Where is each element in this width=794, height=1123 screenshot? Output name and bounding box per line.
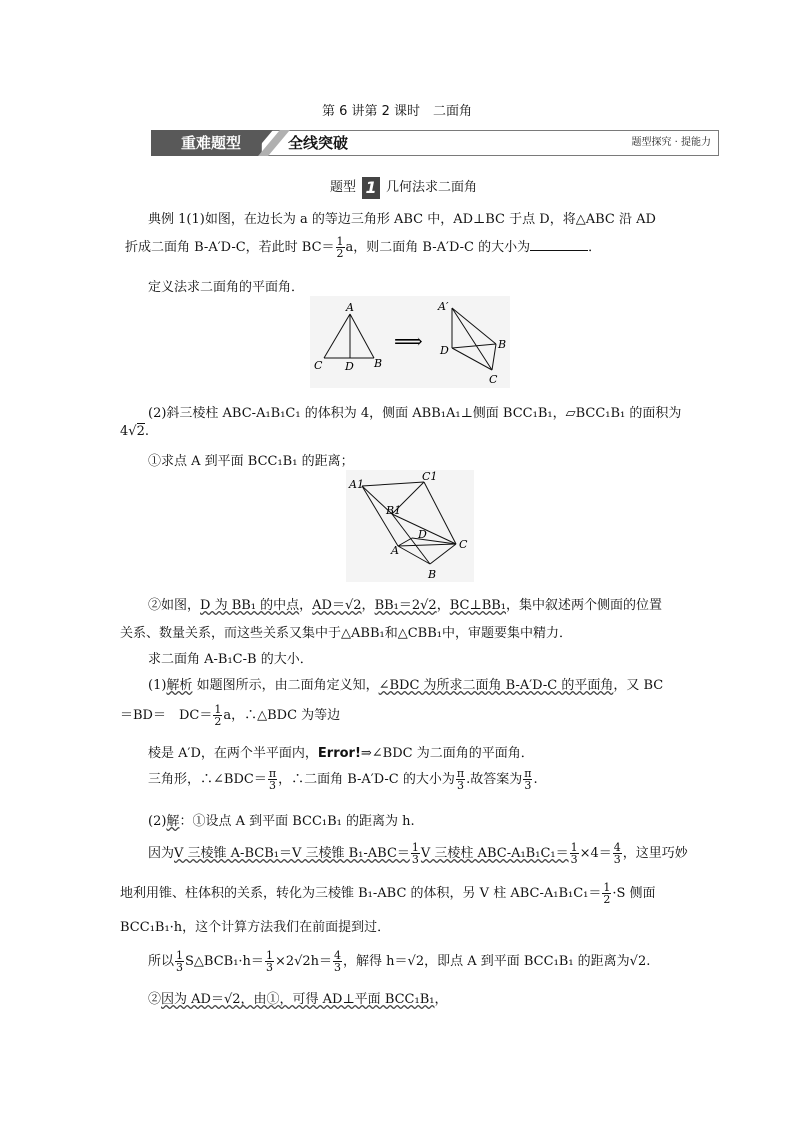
label-c: C [459,538,468,551]
text-line [148,594,662,613]
text-span: ，解得 h＝√2，即点 A 到平面 BCC₁B₁ 的距离为√2. [343,954,651,969]
label-b: B [428,568,437,581]
figure-fold-triangle [310,296,510,388]
figure-background [346,470,474,582]
label-b1: B1 [386,504,402,517]
banner-right-label: 题型探究 · 提能力 [631,137,711,148]
text-line [148,842,688,865]
sqrt-radicand: 2 [136,424,145,439]
fraction [523,768,532,791]
error-marker: Error! [317,746,361,761]
underlined-span: BC⊥BB₁ [449,598,507,613]
text-span: ， [361,598,375,613]
text-line: 4√2. [120,424,149,439]
text-line [148,950,650,973]
text-line [148,810,415,829]
text-span: ×4＝ [579,846,612,861]
label-a: A [391,544,399,557]
text-span: ⇒∠BDC 为二面角的平面角． [360,746,534,761]
text-span: ＝BD＝ DC＝ [120,708,213,723]
fraction [333,950,342,973]
text-span: 4 [120,424,129,439]
frac-den: 2 [603,893,611,906]
text-span: (2) [148,814,167,829]
frac-den: 3 [268,779,276,792]
text-span: ，这里巧妙 [622,846,688,861]
fraction [336,236,345,259]
text-span: ，集中叙述两个侧面的位置 [506,598,663,613]
frac-den: 2 [214,715,222,728]
text-span: 三角形，∴∠BDC＝ [148,772,267,787]
text-line: ①求点 A 到平面 BCC₁B₁ 的距离； [148,454,354,469]
text-span: a，则二面角 B-A′D-C 的大小为 [345,240,531,255]
text-span: 折成二面角 B-A′D-C，若此时 BC＝ [125,240,335,255]
frac-num: 1 [570,841,578,854]
underlined-span: D 为 BB₁ 的中点 [200,598,300,613]
section-label-post: 几何法求二面角 [386,180,478,195]
frac-num: 1 [336,235,344,248]
frac-num: 1 [265,949,273,962]
page-title: 第 6 讲第 2 课时 二面角 [321,104,473,119]
text-span: 因为 [148,846,175,861]
text-span: ，又 BC [613,678,664,693]
text-span: ， [299,598,313,613]
section-heading [330,176,477,199]
frac-num: 1 [603,881,611,894]
implies-arrow: ⟹ [394,329,423,353]
solution-label: 解 [166,814,180,829]
label-c1: C1 [422,470,438,483]
text-line: 求二面角 A-B₁C-B 的大小． [148,652,313,667]
text-span: .故答案为 [466,772,523,787]
frac-num: 1 [411,841,419,854]
section-banner [151,130,719,156]
text-span: 棱是 A′D，在两个半平面内， [148,746,318,761]
frac-den: 3 [613,853,621,866]
analysis-label: 解析 [166,678,193,693]
text-line [125,236,601,259]
text-span: ， [436,598,450,613]
label-c: C [314,359,323,372]
label-b2: B [498,338,507,351]
text-line: (2)斜三棱柱 ABC-A₁B₁C₁ 的体积为 4，侧面 ABB₁A₁⊥侧面 BCC₁B₁，▱BCC₁B₁ 的面积为 [148,406,682,421]
underlined-span: ∠BDC 为所求二面角 B-A′D-C 的平面角 [378,678,614,693]
text-span: 所以 [148,954,175,969]
label-d2: D [440,344,449,357]
frac-den: 3 [334,961,342,974]
text-line [120,704,340,727]
frac-den: 3 [176,961,184,974]
label-a: A [346,301,354,314]
answer-blank[interactable] [530,239,588,251]
text-span: ：①设点 A 到平面 BCC₁B₁ 的距离为 h. [179,814,415,829]
fraction [213,704,222,727]
text-line: BCC₁B₁·h，这个计算方法我们在前面提到过． [120,920,391,935]
section-label-pre: 题型 [330,180,357,195]
banner-left-label: 重难题型 [151,130,261,156]
frac-num: 1 [176,949,184,962]
text-line: 典例 1(1)如图，在边长为 a 的等边三角形 ABC 中，AD⊥BC 于点 D，将△ABC 沿 AD [148,212,656,227]
label-b: B [374,357,383,370]
frac-num: 4 [613,841,621,854]
text-span: ，∴二面角 B-A′D-C 的大小为 [278,772,455,787]
fraction [265,950,274,973]
label-a1: A1 [349,478,364,491]
text-line [148,988,448,1007]
figure-oblique-prism [346,470,474,582]
type-number-badge: 1 [362,177,380,199]
text-span: a，∴△BDC 为等边 [223,708,341,723]
text-span: . [144,424,149,439]
label-c2: C [489,373,498,386]
fraction [268,768,277,791]
label-d: D [345,360,354,373]
fraction [570,842,579,865]
text-span: . [533,772,538,787]
frac-num: π [268,767,277,780]
underlined-span: 因为 AD＝√2，由①，可得 AD⊥平面 BCC₁B₁ [161,992,435,1007]
text-span: ②如图， [148,598,201,613]
frac-den: 3 [524,779,532,792]
frac-den: 3 [570,853,578,866]
frac-num: π [456,767,465,780]
text-span: 地利用锥、柱体积的关系，转化为三棱锥 B₁-ABC 的体积，另 V 柱 ABC-A₁B₁C₁＝ [120,886,602,901]
text-span: ， [434,992,448,1007]
fraction [175,950,184,973]
frac-num: π [524,767,532,780]
text-line: 定义法求二面角的平面角． [148,280,305,295]
frac-num: 4 [334,949,342,962]
text-line [120,882,656,905]
fraction [411,842,420,865]
text-span: S△BCB₁·h＝ [185,954,264,969]
text-span: (1) [148,678,167,693]
text-line [148,674,663,693]
underlined-span: V 三棱柱 ABC-A₁B₁C₁＝ [420,846,569,861]
fraction [613,842,622,865]
frac-den: 3 [456,779,464,792]
frac-den: 3 [265,961,273,974]
text-line: 关系、数量关系，而这些关系又集中于△ABB₁和△CBB₁中，审题要集中精力． [120,626,572,641]
frac-num: 1 [214,703,222,716]
banner-mid-label: 全线突破 [288,134,349,152]
text-span: ·S 侧面 [612,886,656,901]
label-d: D [418,528,427,541]
label-a-prime: A′ [438,300,449,313]
underlined-span: V 三棱锥 A-BCB₁＝V 三棱锥 B₁-ABC＝ [174,846,410,861]
text-line [148,742,534,761]
underlined-span: AD＝√2 [312,598,362,613]
text-span: ② [148,992,162,1007]
fraction [456,768,465,791]
text-span: ×2√2h＝ [274,954,333,969]
fraction [602,882,611,905]
frac-den: 2 [336,247,344,260]
text-line [148,768,538,791]
underlined-span: BB₁＝2√2 [374,598,437,613]
text-span: 如题图所示，由二面角定义知， [192,678,379,693]
text-span: ． [588,240,602,255]
frac-den: 3 [411,853,419,866]
